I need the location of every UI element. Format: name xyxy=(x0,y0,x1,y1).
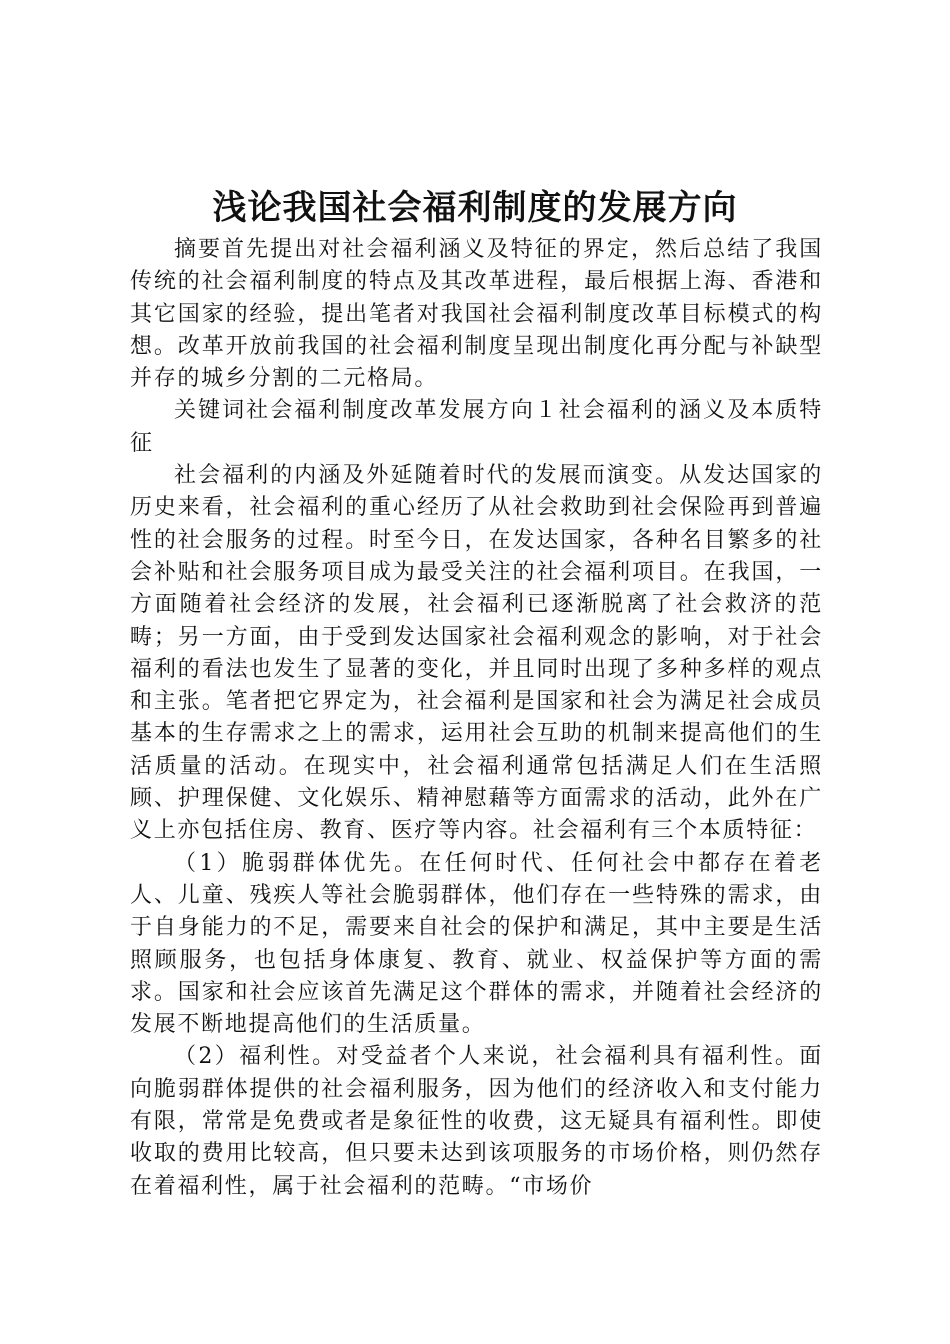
keywords-paragraph: 关键词社会福利制度改革发展方向１社会福利的涵义及本质特征 xyxy=(130,398,823,456)
abstract-paragraph: 摘要首先提出对社会福利涵义及特征的界定，然后总结了我国传统的社会福利制度的特点及其改革进程，最后根据上海、香港和其它国家的经验，提出笔者对我国社会福利制度改革目标模式的构想。改革开放前我国的社会福利制度呈现出制度化再分配与补缺型并存的城乡分割的二元格局。 xyxy=(130,237,823,392)
document-title: 浅论我国社会福利制度的发展方向 xyxy=(212,188,738,228)
document-body xyxy=(130,234,823,1203)
feature-1-paragraph: （1）脆弱群体优先。在任何时代、任何社会中都存在着老人、儿童、残疾人等社会脆弱群体，他们存在一些特殊的需求，由于自身能力的不足，需要来自社会的保护和满足，其中主要是生活照顾服务，也包括身体康复、教育、就业、权益保护等方面的需求。国家和社会应该首先满足这个群体的需求，并随着社会经济的发展不断地提高他们的生活质量。 xyxy=(130,850,823,1038)
body-paragraph: 社会福利的内涵及外延随着时代的发展而演变。从发达国家的历史来看，社会福利的重心经历了从社会救助到社会保险再到普遍性的社会服务的过程。时至今日，在发达国家，各种名目繁多的社会补贴和社会服务项目成为最受关注的社会福利项目。在我国，一方面随着社会经济的发展，社会福利已逐渐脱离了社会救济的范畴；另一方面，由于受到发达国家社会福利观念的影响，对于社会福利的看法也发生了显著的变化，并且同时出现了多种多样的观点和主张。笔者把它界定为，社会福利是国家和社会为满足社会成员基本的生存需求之上的需求，运用社会互助的机制来提高他们的生活质量的活动。在现实中，社会福利通常包括满足人们在生活照顾、护理保健、文化娱乐、精神慰藉等方面需求的活动，此外在广义上亦包括住房、教育、医疗等内容。社会福利有三个本质特征： xyxy=(130,463,823,844)
feature-2-paragraph: （2）福利性。对受益者个人来说，社会福利具有福利性。面向脆弱群体提供的社会福利服务，因为他们的经济收入和支付能力有限，常常是免费或者是象征性的收费，这无疑具有福利性。即使收取的费用比较高，但只要未达到该项服务的市场价格，则仍然存在着福利性，属于社会福利的范畴。“市场价 xyxy=(130,1044,823,1199)
